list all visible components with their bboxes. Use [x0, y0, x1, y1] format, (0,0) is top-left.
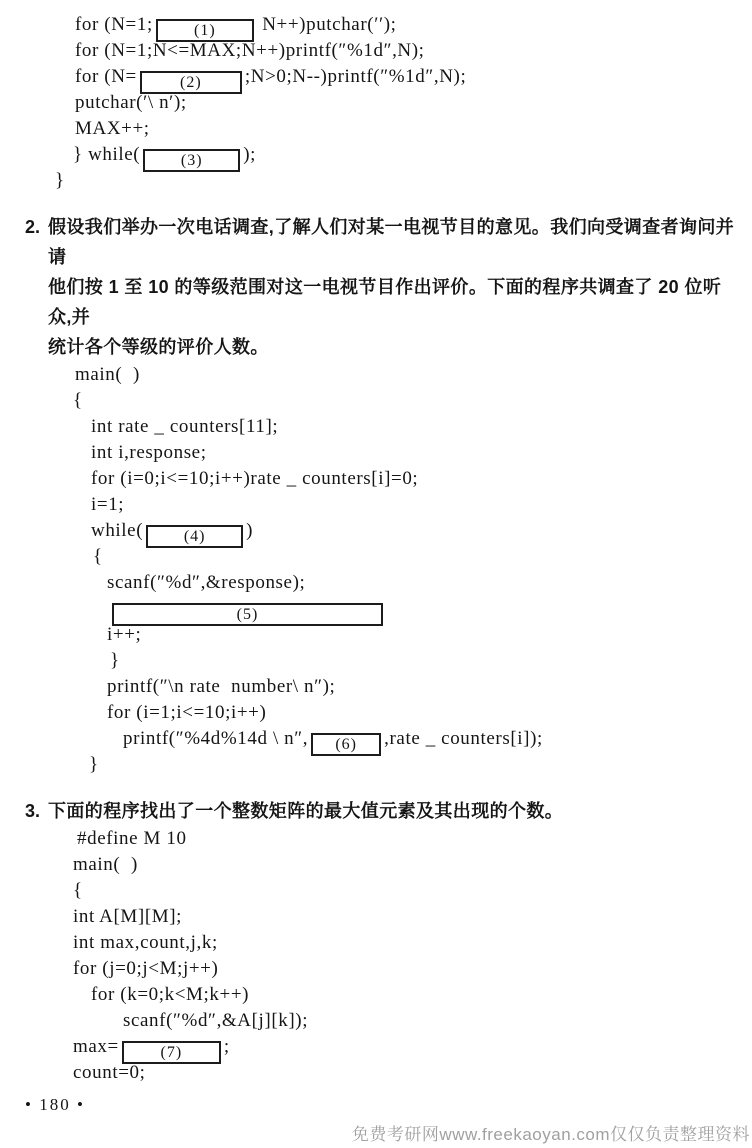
code-text: for (j=0;j<M;j++) [73, 958, 219, 979]
blank-box-6: (6) [311, 733, 381, 756]
code-text: int max,count,j,k; [73, 932, 218, 953]
question-2 [25, 212, 742, 362]
code-text: scanf(″%d″,&A[j][k]); [123, 1010, 309, 1031]
code-text: for (N=1;N<=MAX;N++)printf(″%1d″,N); [75, 40, 425, 61]
code-text: for (i=0;i<=10;i++)rate _ counters[i]=0; [91, 468, 419, 489]
code-text: printf(″\n rate number\ n″); [107, 676, 336, 697]
code-line [91, 440, 742, 466]
code-text: ; [223, 1036, 230, 1057]
question-number: 3. [25, 801, 41, 821]
code-line [91, 492, 742, 518]
code-line [110, 648, 742, 674]
code-line [89, 752, 742, 778]
code-line [75, 12, 742, 38]
code-text: max= [73, 1036, 119, 1057]
code-line [75, 116, 742, 142]
code-line [107, 570, 742, 596]
blank-box-4: (4) [146, 525, 243, 548]
code-line [73, 930, 742, 956]
code-line [73, 904, 742, 930]
code-text: ,rate _ counters[i]); [384, 728, 543, 749]
blank-box-2: (2) [140, 71, 242, 94]
code-text: #define M 10 [77, 828, 187, 849]
question-number: 2. [25, 217, 41, 237]
question-text-line: 统计各个等级的评价人数。 [48, 337, 269, 357]
blank-box-5: (5) [112, 603, 383, 626]
code-line [77, 826, 742, 852]
code-text: { [73, 880, 83, 901]
code-text: i=1; [91, 494, 125, 515]
code-line [91, 518, 742, 544]
code-text: scanf(″%d″,&response); [107, 572, 306, 593]
code-line [73, 1034, 742, 1060]
code-text: ) [246, 520, 254, 541]
question-3 [25, 796, 742, 826]
code-text: N++)putchar(′′); [256, 14, 397, 35]
page-number: • 180 • [25, 1095, 85, 1114]
code-text: ;N>0;N--)printf(″%1d″,N); [244, 66, 467, 87]
content [25, 12, 742, 1118]
blank-box-3: (3) [143, 149, 240, 172]
question-text-line: 假设我们举办一次电话调查,了解人们对某一电视节目的意见。我们向受调查者询问并请 [48, 217, 735, 267]
code-line [73, 142, 742, 168]
code-line [73, 388, 742, 414]
code-line [91, 466, 742, 492]
code-text: { [93, 546, 103, 567]
code-text: for (k=0;k<M;k++) [91, 984, 250, 1005]
code-text: ); [243, 144, 257, 165]
code-text: putchar(′\ n′); [75, 92, 187, 113]
code-line [75, 64, 742, 90]
code-line [123, 1008, 742, 1034]
code-text: { [73, 390, 83, 411]
code-line [123, 726, 742, 752]
code-line [91, 982, 742, 1008]
code-text: count=0; [73, 1062, 146, 1083]
q1-code-tail [25, 12, 742, 194]
code-text: int i,response; [91, 442, 207, 463]
code-text: int rate _ counters[11]; [91, 416, 279, 437]
code-text: MAX++; [75, 118, 150, 139]
blank-box-1: (1) [156, 19, 254, 42]
code-line [107, 700, 742, 726]
code-line [73, 878, 742, 904]
code-text: printf(″%4d%14d \ n″, [123, 728, 309, 749]
code-line [75, 362, 742, 388]
code-line [73, 956, 742, 982]
code-text: } [55, 170, 65, 191]
code-text: for (i=1;i<=10;i++) [107, 702, 267, 723]
blank-box-7: (7) [122, 1041, 221, 1064]
code-line [73, 852, 742, 878]
code-text: int A[M][M]; [73, 906, 183, 927]
code-line [91, 414, 742, 440]
code-text: } [110, 650, 120, 671]
question-text-line: 他们按 1 至 10 的等级范围对这一电视节目作出评价。下面的程序共调查了 20 位听众,并 [48, 277, 722, 327]
code-text: } while( [73, 144, 141, 165]
question-text-line: 下面的程序找出了一个整数矩阵的最大值元素及其出现的个数。 [48, 801, 564, 821]
code-text: } [89, 754, 99, 775]
code-text: for (N= [75, 66, 137, 87]
code-line [107, 674, 742, 700]
code-text: main( ) [75, 364, 140, 385]
code-text: i++; [107, 624, 142, 645]
code-text: while( [91, 520, 144, 541]
watermark: 免费考研网www.freekaoyan.com仅仅负责整理资料 [351, 1125, 750, 1144]
code-line [75, 90, 742, 116]
q3-code [25, 826, 742, 1086]
code-line [75, 38, 742, 64]
code-text: main( ) [73, 854, 138, 875]
q2-code [25, 362, 742, 778]
code-line [109, 596, 742, 622]
code-text: for (N=1; [75, 14, 153, 35]
